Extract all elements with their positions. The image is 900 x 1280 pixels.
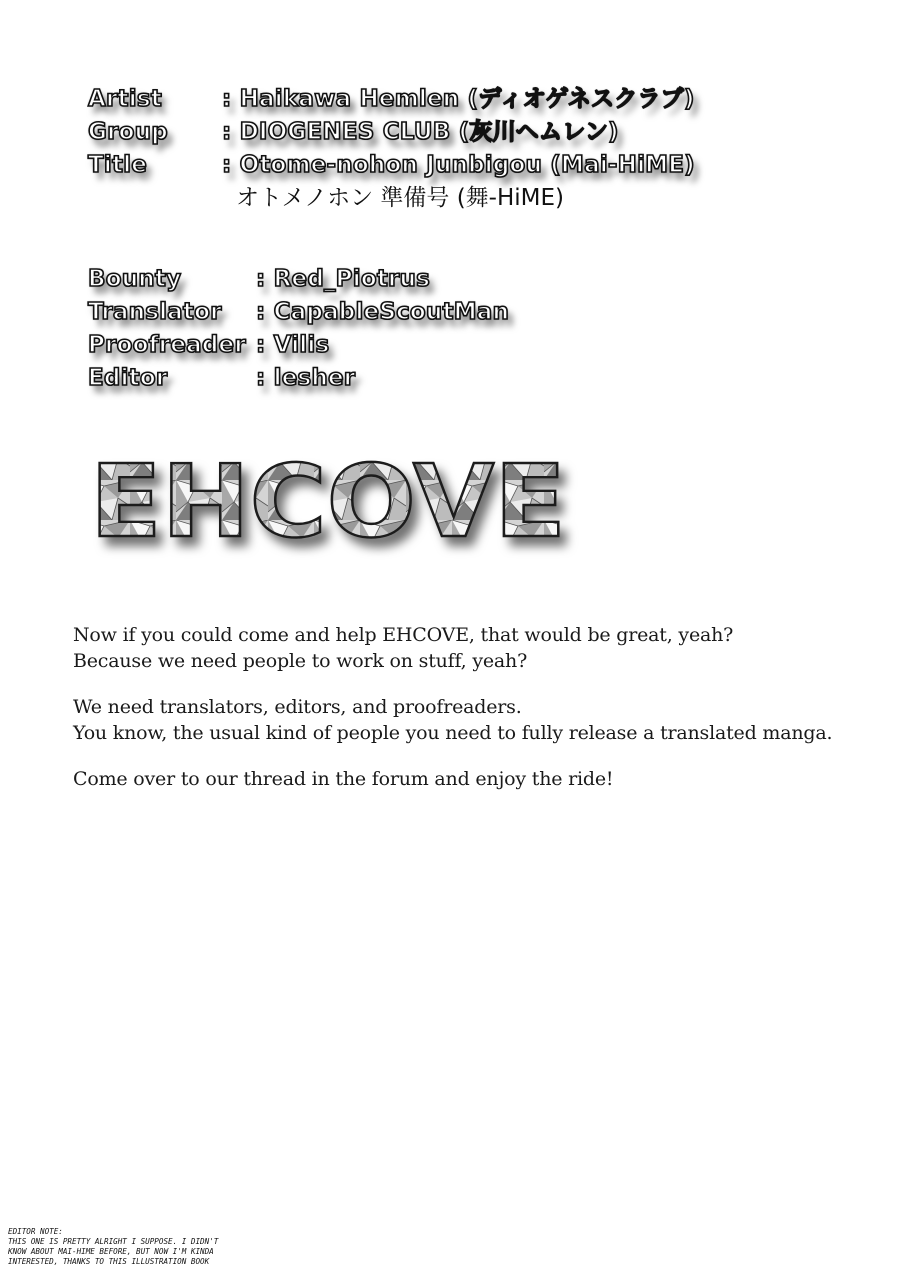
group-label: Group <box>88 119 168 145</box>
title-label: Title <box>88 152 148 178</box>
recruitment-message <box>73 622 853 792</box>
translator-label: Translator <box>88 299 222 325</box>
editor-note-line-1: THIS ONE IS PRETTY ALRIGHT I SUPPOSE. I DIDN'T <box>8 1237 219 1246</box>
title-japanese: オトメノホン 準備号 (舞-HiME) <box>236 185 565 211</box>
proofreader-value: : Vilis <box>256 332 330 358</box>
editor-note-line-2: KNOW ABOUT MAI-HIME BEFORE, BUT NOW I'M KINDA <box>8 1247 214 1256</box>
bounty-value: : Red_Piotrus <box>256 266 431 292</box>
message-line-3: We need translators, editors, and proofreaders. <box>73 696 522 718</box>
artist-value: : Haikawa Hemlen (ディオゲネスクラブ) <box>222 86 695 112</box>
proofreader-label: Proofreader <box>88 332 246 358</box>
bounty-label: Bounty <box>88 266 182 292</box>
message-line-4: You know, the usual kind of people you need to fully release a translated manga. <box>73 722 833 744</box>
editor-value: : lesher <box>256 365 356 391</box>
message-line-2: Because we need people to work on stuff, yeah? <box>73 650 528 672</box>
ehcove-logo <box>84 440 584 560</box>
editor-note-heading: EDITOR NOTE: <box>8 1227 63 1236</box>
message-line-1: Now if you could come and help EHCOVE, that would be great, yeah? <box>73 624 734 646</box>
group-value: : DIOGENES CLUB (灰川ヘムレン) <box>222 119 619 145</box>
message-line-5: Come over to our thread in the forum and enjoy the ride! <box>73 768 614 790</box>
title-value: : Otome-nohon Junbigou (Mai-HiME) <box>222 152 695 178</box>
artist-label: Artist <box>88 86 162 112</box>
translator-value: : CapableScoutMan <box>256 299 510 325</box>
paragraph-gap <box>73 674 853 694</box>
editor-note-line-3: INTERESTED, THANKS TO THIS ILLUSTRATION BOOK <box>8 1257 210 1266</box>
paragraph-gap <box>73 746 853 766</box>
editor-label: Editor <box>88 365 168 391</box>
logo-text: EHCOVE <box>90 443 566 560</box>
editor-note <box>8 1227 308 1267</box>
